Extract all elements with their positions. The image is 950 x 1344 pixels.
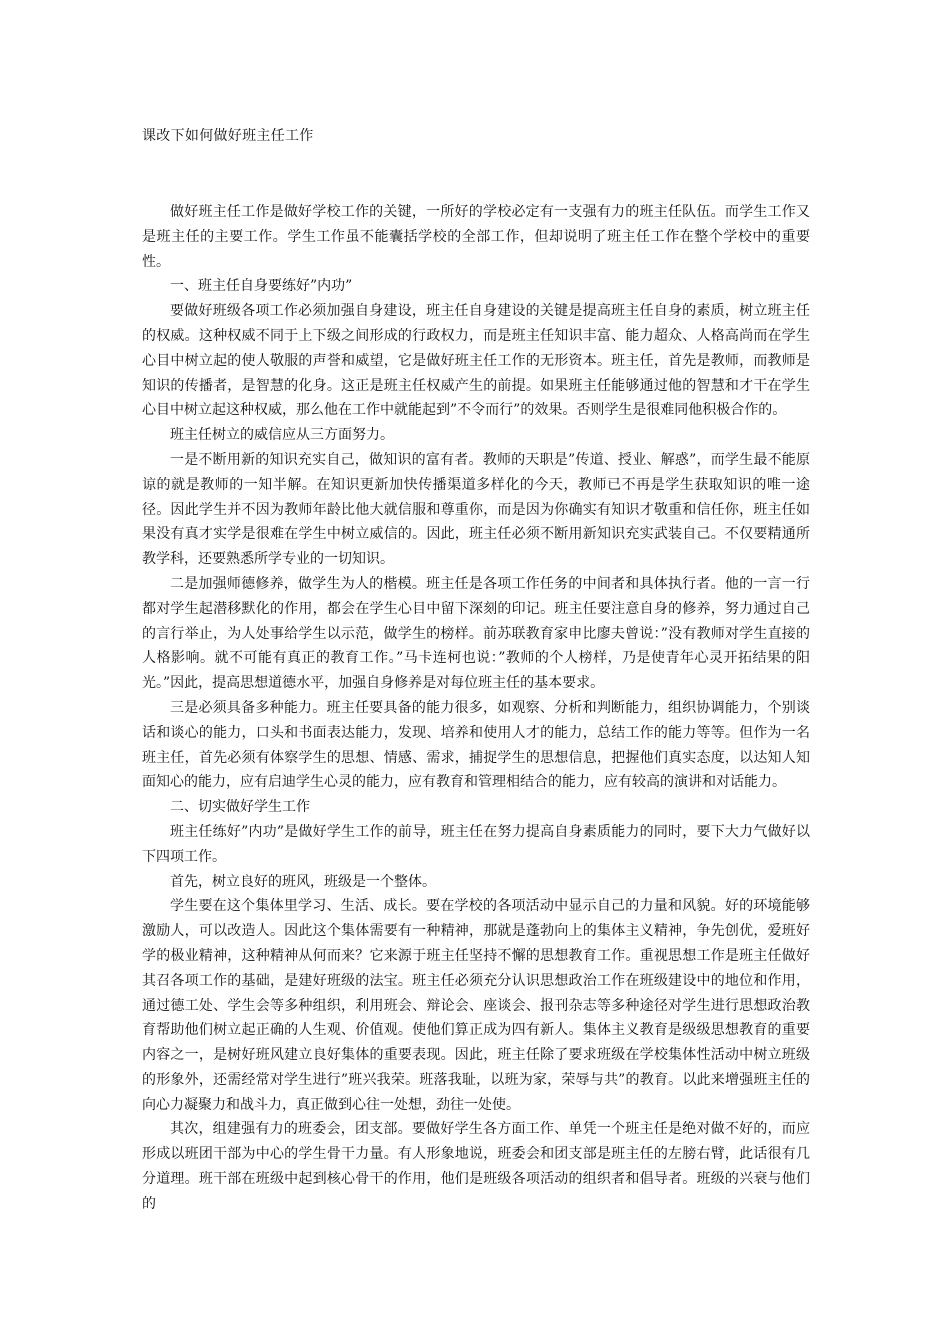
body-paragraph: 一是不断用新的知识充实自己，做知识的富有者。教师的天职是”传道、授业、解惑”，而学生最不能原谅的就是教师的一知半解。在知识更新加快传播渠道多样化的今天，教师已不再是学生获取知识的唯一途径。因此学生并不因为教师年龄比他大就信服和尊重你，而是因为你确实有知识才敬重和信任你，班主任如果没有真才实学是很难在学生中树立威信的。因此，班主任必须不断用新知识充实武装自己。不仅要精通所教学科，还要熟悉所学专业的一切知识。	[142, 451, 810, 568]
body-paragraph: 班主任树立的威信应从三方面努力。	[170, 427, 394, 444]
body-paragraph: 三是必须具备多种能力。班主任要具备的能力很多，如观察、分析和判断能力，组织协调能力，个别谈话和谈心的能力，口头和书面表达能力，发现、培养和使用人才的能力，总结工作的能力等等。但作为一名班主任，首先必须有体察学生的思想、情感、需求，捕捉学生的思想信息，把握他们真实态度，以达知人知面知心的能力，应有启迪学生心灵的能力，应有教育和管理相结合的能力，应有较高的演讲和对话能力。	[142, 699, 810, 791]
body-paragraph: 班主任练好”内功”是做好学生工作的前导，班主任在努力提高自身素质能力的同时，要下大力气做好以下四项工作。	[142, 823, 810, 865]
body-paragraph: 首先，树立良好的班风，班级是一个整体。	[170, 873, 436, 890]
body-paragraph: 学生要在这个集体里学习、生活、成长。要在学校的各项活动中显示自己的力量和风貌。好的环境能够激励人，可以改造人。因此这个集体需要有一种精神，那就是蓬勃向上的集体主义精神，争先创优，爱班好学的极业精神，这种精神从何而来？它来源于班主任坚持不懈的思想教育工作。重视思想工作是班主任做好其召各项工作的基础，是建好班级的法宝。班主任必须充分认识思想政治工作在班级建设中的地位和作用，通过德工处、学生会等多种组织，利用班会、辩论会、座谈会、报刊杂志等多种途径对学生进行思想政治教育帮助他们树立起正确的人生观、价值观。使他们算正成为四有新人。集体主义教育是级级思想教育的重要内容之一，是树好班风建立良好集体的重要表现。因此，班主任除了要求班级在学校集体性活动中树立班级的形象外，还需经常对学生进行”班兴我荣。班落我耻，以班为家，荣辱与共”的教育。以此来增强班主任的向心力凝聚力和战斗力，真正做到心往一处想，劲往一处使。	[142, 898, 810, 1113]
body-paragraph: 其次，组建强有力的班委会，团支部。要做好学生各方面工作、单凭一个班主任是绝对做不好的，而应形成以班团干部为中心的学生骨干力量。有人形象地说，班委会和团支部是班主任的左膀右臂，此话很有几分道理。班干部在班级中起到核心骨干的作用，他们是班级各项活动的组织者和倡导者。班级的兴衰与他们的	[142, 1121, 810, 1212]
document-title: 课改下如何做好班主任工作	[142, 128, 314, 144]
document-body	[142, 200, 810, 1217]
body-paragraph: 要做好班级各项工作必须加强自身建设，班主任自身建设的关键是提高班主任自身的素质，树立班主任的权威。这种权威不同于上下级之间形成的行政权力，而是班主任知识丰富、能力超众、人格高尚而在学生心目中树立起的使人敬服的声誉和威望，它是做好班主任工作的无形资本。班主任，首先是教师，而教师是知识的传播者，是智慧的化身。这正是班主任权威产生的前提。如果班主任能够通过他的智慧和才干在学生心目中树立起这种权威，那么他在工作中就能起到”不令而行”的效果。否则学生是很难同他积极合作的。	[142, 303, 810, 419]
intro-paragraph: 做好班主任工作是做好学校工作的关键，一所好的学校必定有一支强有力的班主任队伍。而学生工作又是班主任的主要工作。学生工作虽不能囊括学校的全部工作，但却说明了班主任工作在整个学校中的重要性。	[142, 204, 810, 270]
section-heading-1: 一、班主任自身要练好”内功”	[170, 278, 353, 295]
body-paragraph: 二是加强师德修养，做学生为人的楷模。班主任是各项工作任务的中间者和具体执行者。他的一言一行都对学生起潜移默化的作用，都会在学生心目中留下深刻的印记。班主任要注意自身的修养，努力通过自己的言行举止，为人处事给学生以示范，做学生的榜样。前苏联教育家申比廖夫曾说：”没有教师对学生直接的人格影响。就不可能有真正的教育工作。”马卡连柯也说：”教师的个人榜样，乃是使青年心灵开拓结果的阳光。”因此，提高思想道德水平，加强自身修养是对每位班主任的基本要求。	[142, 575, 810, 692]
section-heading-2: 二、切实做好学生工作	[170, 799, 310, 816]
